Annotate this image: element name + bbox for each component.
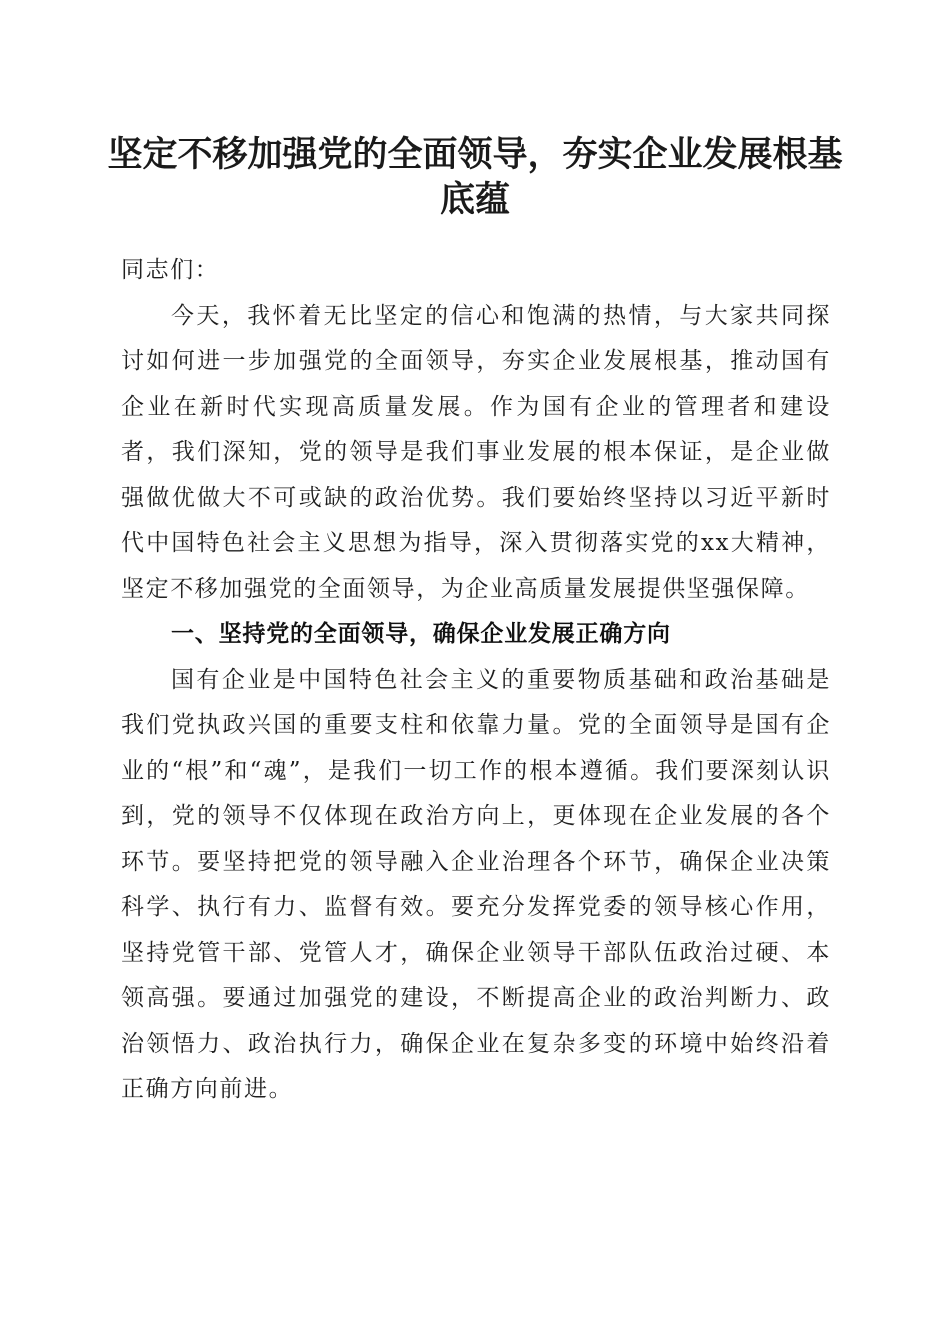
paragraph-section-1: 国有企业是中国特色社会主义的重要物质基础和政治基础是我们党执政兴国的重要支柱和依靠力量。党的全面领导是国有企业的“根”和“魂”，是我们一切工作的根本遵循。我们要深刻认识到，党的领导不仅体现在政治方向上，更体现在企业发展的各个环节。要坚持把党的领导融入企业治理各个环节，确保企业决策科学、执行有力、监督有效。要充分发挥党委的领导核心作用，坚持党管干部、党管人才，确保企业领导干部队伍政治过硬、本领高强。要通过加强党的建设，不断提高企业的政治判断力、政治领悟力、政治执行力，确保企业在复杂多变的环境中始终沿着正确方向前进。 — [121, 666, 831, 1102]
greeting: 同志们： — [121, 257, 220, 283]
document-title: 坚定不移加强党的全面领导，夯实企业发展根基底蕴 — [107, 134, 843, 220]
document-body — [121, 248, 831, 1113]
paragraph-intro: 今天，我怀着无比坚定的信心和饱满的热情，与大家共同探讨如何进一步加强党的全面领导，夯实企业发展根基，推动国有企业在新时代实现高质量发展。作为国有企业的管理者和建设者，我们深知，党的领导是我们事业发展的根本保证，是企业做强做优做大不可或缺的政治优势。我们要始终坚持以习近平新时代中国特色社会主义思想为指导，深入贯彻落实党的xx大精神，坚定不移加强党的全面领导，为企业高质量发展提供坚强保障。 — [121, 302, 831, 602]
section-heading-1: 一、坚持党的全面领导，确保企业发展正确方向 — [171, 621, 671, 647]
